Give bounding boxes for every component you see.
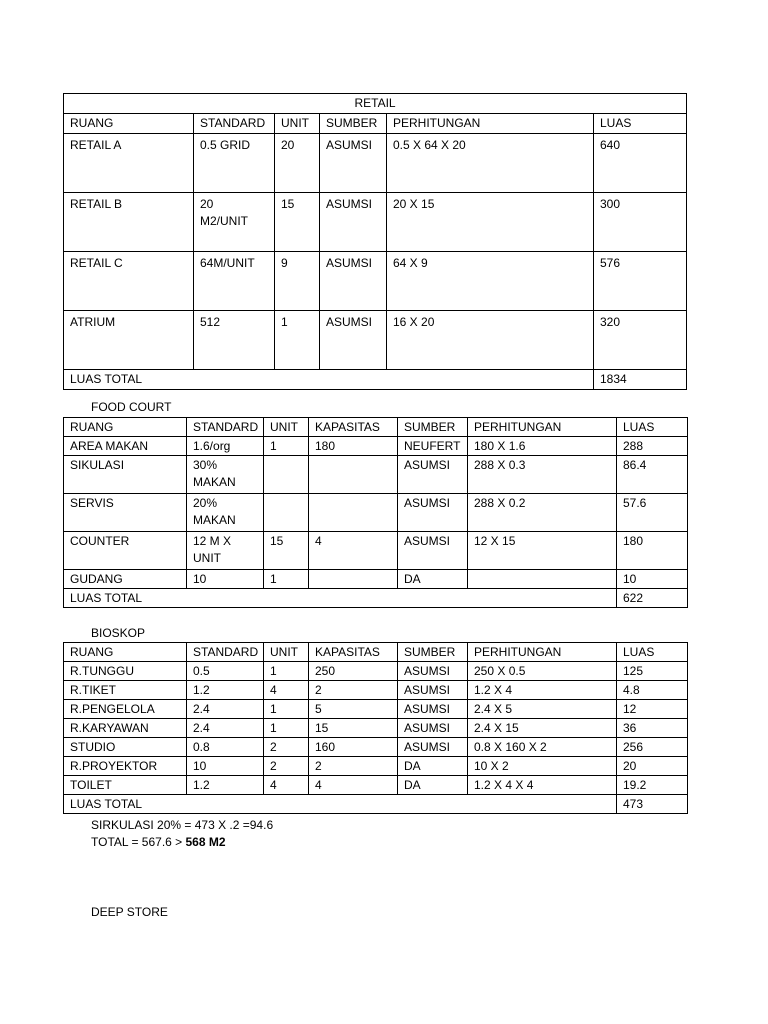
table-cell: 0.8 X 160 X 2 bbox=[468, 738, 617, 757]
table-row bbox=[64, 193, 687, 252]
table-cell: 160 bbox=[309, 738, 398, 757]
table-cell: 0.5 bbox=[187, 662, 264, 681]
table-cell: NEUFERT bbox=[398, 437, 468, 456]
total-row bbox=[64, 795, 688, 814]
table-row bbox=[64, 311, 687, 370]
table-cell bbox=[309, 494, 398, 532]
table-cell: 4 bbox=[264, 681, 309, 700]
table-cell: 0.5 X 64 X 20 bbox=[387, 134, 594, 193]
total-label: LUAS TOTAL bbox=[64, 370, 594, 390]
table-row bbox=[64, 776, 688, 795]
table-cell: 20 M2/UNIT bbox=[194, 193, 275, 252]
total-note-value: 568 M2 bbox=[185, 835, 226, 849]
table-row bbox=[64, 719, 688, 738]
table-cell bbox=[264, 456, 309, 494]
table-cell: 1.2 bbox=[187, 776, 264, 795]
table-cell: STUDIO bbox=[64, 738, 187, 757]
table-cell: R.KARYAWAN bbox=[64, 719, 187, 738]
table-cell: 1.2 X 4 bbox=[468, 681, 617, 700]
table-cell: 640 bbox=[594, 134, 687, 193]
table-cell: 15 bbox=[309, 719, 398, 738]
header-cell: LUAS bbox=[617, 418, 688, 437]
table-cell: 2.4 X 5 bbox=[468, 700, 617, 719]
table-cell: 86.4 bbox=[617, 456, 688, 494]
table-row bbox=[64, 494, 688, 532]
table-cell: 2 bbox=[309, 681, 398, 700]
table-cell: 250 X 0.5 bbox=[468, 662, 617, 681]
table-cell: 57.6 bbox=[617, 494, 688, 532]
table-cell: 36 bbox=[617, 719, 688, 738]
header-cell: KAPASITAS bbox=[309, 418, 398, 437]
header-cell: KAPASITAS bbox=[309, 643, 398, 662]
table-cell: 4 bbox=[309, 776, 398, 795]
table-cell: ASUMSI bbox=[398, 662, 468, 681]
table-cell: 16 X 20 bbox=[387, 311, 594, 370]
table-cell: 4 bbox=[264, 776, 309, 795]
table-cell: 288 X 0.2 bbox=[468, 494, 617, 532]
table-cell: 180 X 1.6 bbox=[468, 437, 617, 456]
table-row bbox=[64, 738, 688, 757]
table-cell: 20% MAKAN bbox=[187, 494, 264, 532]
table-row bbox=[64, 532, 688, 570]
food-court-table bbox=[63, 417, 688, 608]
table-row bbox=[64, 456, 688, 494]
table-cell: 1 bbox=[264, 700, 309, 719]
table-row bbox=[64, 662, 688, 681]
sirkulasi-note: SIRKULASI 20% = 473 X .2 =94.6 bbox=[91, 818, 274, 832]
table-cell: 2.4 X 15 bbox=[468, 719, 617, 738]
header-cell: PERHITUNGAN bbox=[387, 114, 594, 134]
table-cell bbox=[309, 456, 398, 494]
table-cell bbox=[264, 494, 309, 532]
table-cell: 1 bbox=[264, 662, 309, 681]
header-cell: PERHITUNGAN bbox=[468, 643, 617, 662]
table-cell: ASUMSI bbox=[398, 456, 468, 494]
table-cell: 15 bbox=[275, 193, 320, 252]
total-value: 622 bbox=[617, 589, 688, 608]
table-cell: ASUMSI bbox=[398, 700, 468, 719]
table-cell: 4 bbox=[309, 532, 398, 570]
table-cell: ASUMSI bbox=[320, 311, 387, 370]
bioskop-header-row bbox=[64, 643, 688, 662]
table-cell: ASUMSI bbox=[398, 738, 468, 757]
header-cell: UNIT bbox=[275, 114, 320, 134]
table-cell: ASUMSI bbox=[398, 494, 468, 532]
header-cell: LUAS bbox=[594, 114, 687, 134]
table-cell: 10 bbox=[187, 570, 264, 589]
table-cell: 1.6/org bbox=[187, 437, 264, 456]
table-cell: 5 bbox=[309, 700, 398, 719]
table-cell: 10 bbox=[617, 570, 688, 589]
table-cell: R.TIKET bbox=[64, 681, 187, 700]
retail-table bbox=[63, 93, 687, 390]
table-cell: 64M/UNIT bbox=[194, 252, 275, 311]
table-cell: 0.5 GRID bbox=[194, 134, 275, 193]
bioskop-table bbox=[63, 642, 688, 814]
table-row bbox=[64, 700, 688, 719]
table-cell: DA bbox=[398, 757, 468, 776]
table-row bbox=[64, 570, 688, 589]
table-cell: ASUMSI bbox=[398, 532, 468, 570]
table-cell: 12 bbox=[617, 700, 688, 719]
table-cell: 2.4 bbox=[187, 719, 264, 738]
header-cell: RUANG bbox=[64, 643, 187, 662]
table-cell: 288 bbox=[617, 437, 688, 456]
table-cell: 64 X 9 bbox=[387, 252, 594, 311]
table-cell: 1.2 X 4 X 4 bbox=[468, 776, 617, 795]
table-cell: SERVIS bbox=[64, 494, 187, 532]
total-note bbox=[91, 835, 226, 849]
table-cell: DA bbox=[398, 776, 468, 795]
table-cell: RETAIL C bbox=[64, 252, 194, 311]
table-cell: 12 M X UNIT bbox=[187, 532, 264, 570]
header-cell: UNIT bbox=[264, 643, 309, 662]
total-value: 473 bbox=[617, 795, 688, 814]
total-row bbox=[64, 589, 688, 608]
table-cell: 10 bbox=[187, 757, 264, 776]
table-cell: 576 bbox=[594, 252, 687, 311]
table-cell: 20 bbox=[275, 134, 320, 193]
retail-header-row bbox=[64, 114, 687, 134]
table-cell: 256 bbox=[617, 738, 688, 757]
food-court-title: FOOD COURT bbox=[91, 400, 172, 414]
table-cell: RETAIL A bbox=[64, 134, 194, 193]
table-cell: 30% MAKAN bbox=[187, 456, 264, 494]
table-cell: AREA MAKAN bbox=[64, 437, 187, 456]
table-cell: 1 bbox=[264, 437, 309, 456]
header-cell: RUANG bbox=[64, 418, 187, 437]
table-cell bbox=[468, 570, 617, 589]
header-cell: RUANG bbox=[64, 114, 194, 134]
table-cell: SIKULASI bbox=[64, 456, 187, 494]
table-cell: GUDANG bbox=[64, 570, 187, 589]
table-cell: 300 bbox=[594, 193, 687, 252]
table-cell: R.PROYEKTOR bbox=[64, 757, 187, 776]
header-cell: STANDARD bbox=[187, 643, 264, 662]
total-value: 1834 bbox=[594, 370, 687, 390]
header-cell: SUMBER bbox=[398, 643, 468, 662]
table-cell: TOILET bbox=[64, 776, 187, 795]
table-cell: ASUMSI bbox=[320, 134, 387, 193]
table-cell: R.PENGELOLA bbox=[64, 700, 187, 719]
table-cell: ASUMSI bbox=[398, 681, 468, 700]
total-label: LUAS TOTAL bbox=[64, 589, 617, 608]
total-row bbox=[64, 370, 687, 390]
table-row bbox=[64, 134, 687, 193]
table-cell: ASUMSI bbox=[320, 193, 387, 252]
table-cell: R.TUNGGU bbox=[64, 662, 187, 681]
table-cell: 2 bbox=[309, 757, 398, 776]
bioskop-title: BIOSKOP bbox=[91, 626, 146, 640]
table-cell: 512 bbox=[194, 311, 275, 370]
header-cell: STANDARD bbox=[187, 418, 264, 437]
table-cell: 180 bbox=[309, 437, 398, 456]
table-cell: 10 X 2 bbox=[468, 757, 617, 776]
table-cell: 2.4 bbox=[187, 700, 264, 719]
deep-store-title: DEEP STORE bbox=[91, 905, 168, 919]
total-label: LUAS TOTAL bbox=[64, 795, 617, 814]
table-cell: 180 bbox=[617, 532, 688, 570]
table-cell: 12 X 15 bbox=[468, 532, 617, 570]
table-cell: 9 bbox=[275, 252, 320, 311]
table-row bbox=[64, 681, 688, 700]
table-cell: ASUMSI bbox=[320, 252, 387, 311]
total-note-prefix: TOTAL = 567.6 > bbox=[91, 835, 186, 849]
table-cell: ASUMSI bbox=[398, 719, 468, 738]
table-cell: RETAIL B bbox=[64, 193, 194, 252]
header-cell: LUAS bbox=[617, 643, 688, 662]
table-cell: 20 X 15 bbox=[387, 193, 594, 252]
table-cell: 320 bbox=[594, 311, 687, 370]
retail-title: RETAIL bbox=[64, 94, 687, 114]
table-row bbox=[64, 252, 687, 311]
table-cell: 125 bbox=[617, 662, 688, 681]
table-cell: 1.2 bbox=[187, 681, 264, 700]
table-cell: 1 bbox=[264, 719, 309, 738]
table-cell bbox=[309, 570, 398, 589]
table-cell: DA bbox=[398, 570, 468, 589]
table-cell: COUNTER bbox=[64, 532, 187, 570]
table-cell: 2 bbox=[264, 757, 309, 776]
header-cell: UNIT bbox=[264, 418, 309, 437]
table-cell: 288 X 0.3 bbox=[468, 456, 617, 494]
table-cell: ATRIUM bbox=[64, 311, 194, 370]
table-cell: 1 bbox=[264, 570, 309, 589]
table-row bbox=[64, 757, 688, 776]
table-cell: 1 bbox=[275, 311, 320, 370]
table-row bbox=[64, 437, 688, 456]
table-cell: 15 bbox=[264, 532, 309, 570]
table-cell: 250 bbox=[309, 662, 398, 681]
table-cell: 19.2 bbox=[617, 776, 688, 795]
table-cell: 2 bbox=[264, 738, 309, 757]
food-header-row bbox=[64, 418, 688, 437]
header-cell: PERHITUNGAN bbox=[468, 418, 617, 437]
table-cell: 20 bbox=[617, 757, 688, 776]
header-cell: STANDARD bbox=[194, 114, 275, 134]
table-cell: 4.8 bbox=[617, 681, 688, 700]
table-cell: 0.8 bbox=[187, 738, 264, 757]
header-cell: SUMBER bbox=[398, 418, 468, 437]
header-cell: SUMBER bbox=[320, 114, 387, 134]
